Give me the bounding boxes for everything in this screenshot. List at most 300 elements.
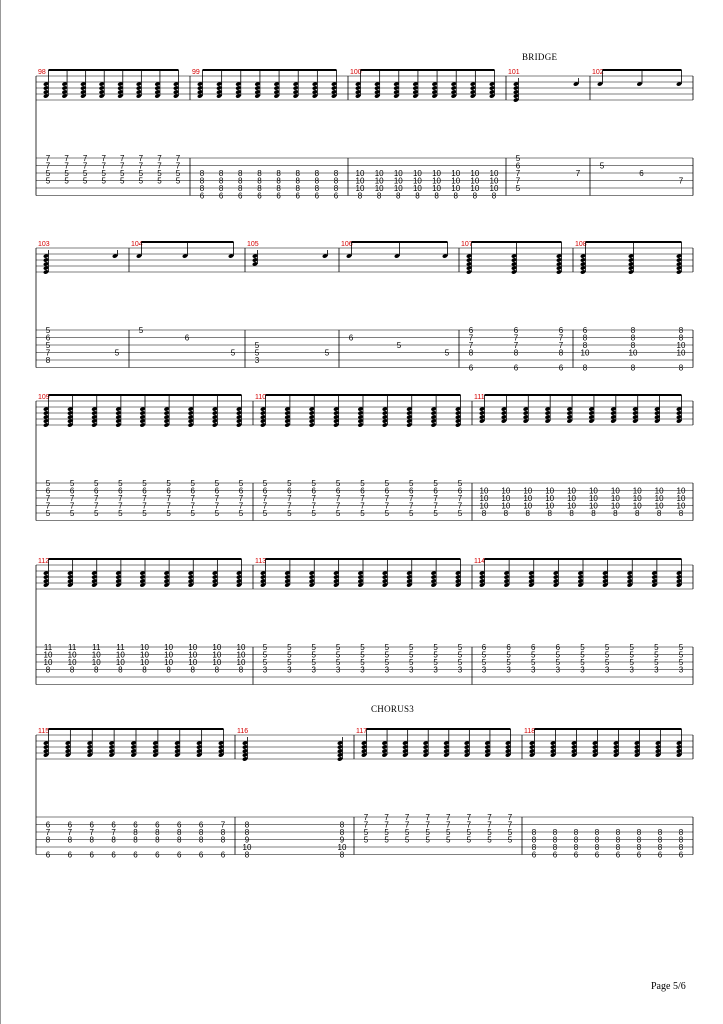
tab-fret-number: 7 xyxy=(558,333,564,343)
measure-number: 100 xyxy=(350,69,362,76)
tab-fret-number: 8 xyxy=(594,828,600,837)
tab-fret-number: 8 xyxy=(613,509,618,518)
tab-fret-number: 5 xyxy=(531,650,536,660)
tab-fret-number: 5 xyxy=(142,509,147,518)
tab-fret-number: 5 xyxy=(384,509,390,518)
tab-fret-number: 8 xyxy=(276,169,281,178)
tab-fret-number: 5 xyxy=(82,169,88,178)
tab-fret-number: 5 xyxy=(555,650,561,660)
tab-fret-number: 6 xyxy=(199,191,205,201)
tab-fret-number: 6 xyxy=(218,191,224,201)
tab-fret-number: 5 xyxy=(446,828,451,837)
tab-fret-number: 10 xyxy=(164,658,174,667)
tab-fret-number: 8 xyxy=(656,509,662,518)
tab-fret-number: 10 xyxy=(374,184,384,193)
tab-fret-number: 10 xyxy=(501,494,511,503)
tab-fret-number: 10 xyxy=(610,486,620,496)
tab-fret-number: 5 xyxy=(360,650,365,660)
tab-fret-number: 7 xyxy=(64,154,69,163)
tab-fret-number: 10 xyxy=(393,184,403,193)
tab-fret-number: 7 xyxy=(384,494,390,503)
tab-fret-number: 10 xyxy=(676,486,686,496)
tab-fret-number: 10 xyxy=(91,658,101,667)
measure-number: 111 xyxy=(474,394,485,401)
tab-fret-number: 3 xyxy=(409,665,414,675)
tab-fret-number: 8 xyxy=(295,169,300,178)
tab-fret-number: 8 xyxy=(295,176,300,186)
tab-fret-number: 7 xyxy=(157,161,162,171)
tab-fret-number: 8 xyxy=(573,828,579,837)
tab-fret-number: 8 xyxy=(198,828,204,837)
tab-fret-number: 3 xyxy=(384,665,390,675)
tab-fret-number: 8 xyxy=(630,363,636,373)
tab-fret-number: 10 xyxy=(632,494,642,503)
tab-fret-number: 8 xyxy=(615,835,621,845)
tab-fret-number: 5 xyxy=(654,650,659,660)
tab-fret-number: 6 xyxy=(311,486,316,496)
tab-fret-number: 8 xyxy=(257,176,262,186)
tab-fret-number: 8 xyxy=(591,509,596,518)
tab-fret-number: 7 xyxy=(142,501,147,511)
tab-fret-number: 5 xyxy=(335,509,341,518)
tab-fret-number: 8 xyxy=(69,665,75,675)
tab-fret-number: 7 xyxy=(190,494,195,503)
section-label-bridge: BRIDGE xyxy=(522,52,558,62)
tab-fret-number: 5 xyxy=(94,509,99,518)
tab-fret-number: 8 xyxy=(582,341,588,350)
tab-fret-number: 8 xyxy=(276,184,281,193)
measure-number: 118 xyxy=(524,728,536,735)
tab-fret-number: 6 xyxy=(678,850,684,860)
tab-fret-number: 10 xyxy=(236,650,246,660)
tab-fret-number: 7 xyxy=(138,154,144,163)
tab-fret-number: 8 xyxy=(177,835,182,845)
tab-fret-number: 10 xyxy=(523,486,533,496)
tab-fret-number: 5 xyxy=(466,835,472,845)
tab-fret-number: 8 xyxy=(468,348,474,358)
tab-fret-number: 6 xyxy=(531,850,537,860)
tab-fret-number: 8 xyxy=(238,184,243,193)
tab-fret-number: 10 xyxy=(489,176,499,186)
tab-fret-number: 10 xyxy=(588,486,598,496)
tab-fret-number: 5 xyxy=(360,479,365,488)
tab-fret-number: 10 xyxy=(654,501,664,511)
tab-fret-number: 5 xyxy=(120,176,125,186)
tab-fret-number: 7 xyxy=(82,154,88,163)
page-number: Page 5/6 xyxy=(651,981,686,992)
tab-fret-number: 7 xyxy=(468,341,474,350)
tab-fret-number: 5 xyxy=(64,176,69,186)
tab-fret-number: 10 xyxy=(374,169,384,178)
tab-fret-number: 10 xyxy=(432,169,442,178)
measure-number: 98 xyxy=(38,69,46,76)
tab-fret-number: 10 xyxy=(479,486,489,496)
tab-fret-number: 3 xyxy=(433,665,438,675)
tab-fret-number: 8 xyxy=(594,835,600,845)
tab-fret-number: 5 xyxy=(384,828,389,837)
tab-fret-number: 10 xyxy=(470,184,480,193)
tab-fret-number: 10 xyxy=(610,501,620,511)
tab-fret-number: 7 xyxy=(214,501,220,511)
tab-fret-number: 5 xyxy=(101,176,106,186)
tab-fret-number: 5 xyxy=(409,650,414,660)
measure-number: 115 xyxy=(38,728,50,735)
tab-fret-number: 8 xyxy=(314,184,320,193)
tab-fret-number: 7 xyxy=(409,501,414,511)
tab-fret-number: 8 xyxy=(244,820,250,830)
tab-fret-number: 10 xyxy=(242,843,252,852)
tab-fret-number: 10 xyxy=(489,184,499,193)
tab-fret-number: 7 xyxy=(446,820,451,830)
tab-fret-number: 10 xyxy=(628,348,638,358)
tab-fret-number: 7 xyxy=(157,154,162,163)
tab-fret-number: 8 xyxy=(333,176,339,186)
tab-fret-number: 8 xyxy=(314,176,320,186)
tab-fret-number: 8 xyxy=(573,835,579,845)
tab-fret-number: 10 xyxy=(632,501,642,511)
tab-fret-number: 5 xyxy=(138,326,144,335)
tab-fret-number: 8 xyxy=(333,184,339,193)
tab-fret-number: 7 xyxy=(287,501,292,511)
tab-fret-number: 10 xyxy=(67,658,77,667)
tab-fret-number: 5 xyxy=(507,835,513,845)
tab-fret-number: 6 xyxy=(177,820,182,830)
tab-fret-number: 7 xyxy=(238,501,244,511)
tab-fret-number: 5 xyxy=(384,658,390,667)
tab-fret-number: 8 xyxy=(155,828,160,837)
tab-fret-number: 8 xyxy=(558,348,564,358)
tab-fret-number: 5 xyxy=(311,509,316,518)
tab-fret-number: 10 xyxy=(470,169,480,178)
tab-fret-number: 7 xyxy=(433,501,438,511)
tab-fret-number: 8 xyxy=(198,835,204,845)
tab-fret-number: 7 xyxy=(360,494,365,503)
tab-fret-number: 10 xyxy=(188,643,198,652)
tab-fret-number: 7 xyxy=(175,154,181,163)
tab-fret-number: 6 xyxy=(155,850,160,860)
tab-fret-number: 8 xyxy=(678,509,684,518)
tab-fret-number: 8 xyxy=(166,665,171,675)
tab-fret-number: 5 xyxy=(254,341,260,350)
tab-fret-number: 7 xyxy=(425,813,430,822)
tab-fret-number: 10 xyxy=(632,486,642,496)
tab-fret-number: 7 xyxy=(487,813,492,822)
tab-fret-number: 8 xyxy=(295,184,300,193)
tab-fret-number: 5 xyxy=(580,643,585,652)
tab-fret-number: 5 xyxy=(404,828,410,837)
tab-fret-number: 10 xyxy=(43,658,53,667)
tab-fret-number: 8 xyxy=(472,191,478,201)
tab-fret-number: 10 xyxy=(412,169,422,178)
tab-fret-number: 6 xyxy=(45,820,51,830)
tab-fret-number: 8 xyxy=(218,169,224,178)
tab-fret-number: 5 xyxy=(363,828,369,837)
tab-fret-number: 6 xyxy=(384,486,390,496)
tab-fret-number: 5 xyxy=(45,169,51,178)
measure-number: 103 xyxy=(38,241,50,248)
tab-fret-number: 6 xyxy=(142,486,147,496)
tab-fret-number: 10 xyxy=(545,486,555,496)
tab-fret-number: 10 xyxy=(188,658,198,667)
tab-fret-number: 7 xyxy=(515,176,521,186)
tab-fret-number: 7 xyxy=(558,341,564,350)
tab-fret-number: 5 xyxy=(433,509,438,518)
tab-fret-number: 7 xyxy=(166,501,171,511)
tab-fret-number: 6 xyxy=(409,486,414,496)
tab-fret-number: 10 xyxy=(567,486,577,496)
tab-fret-number: 7 xyxy=(360,501,365,511)
tab-fret-number: 5 xyxy=(599,161,605,171)
tab-fret-number: 5 xyxy=(531,658,536,667)
tab-fret-number: 5 xyxy=(120,169,125,178)
tab-fret-number: 6 xyxy=(552,850,558,860)
tab-fret-number: 7 xyxy=(363,820,369,830)
tab-fret-number: 10 xyxy=(393,176,403,186)
tab-fret-number: 9 xyxy=(244,835,250,845)
tab-fret-number: 6 xyxy=(636,850,642,860)
tab-fret-number: 8 xyxy=(339,828,345,837)
tab-fret-number: 5 xyxy=(335,650,341,660)
tab-fret-number: 3 xyxy=(580,665,585,675)
tab-fret-number: 5 xyxy=(507,828,513,837)
tab-fret-number: 6 xyxy=(333,191,339,201)
tab-fret-number: 8 xyxy=(190,665,195,675)
tab-fret-number: 6 xyxy=(276,191,281,201)
measure-number: 101 xyxy=(508,69,520,76)
tab-fret-number: 7 xyxy=(311,501,316,511)
tab-fret-number: 8 xyxy=(630,326,636,335)
tab-fret-number: 8 xyxy=(513,348,519,358)
tab-fret-number: 8 xyxy=(552,835,558,845)
tab-fret-number: 7 xyxy=(513,333,519,343)
tab-fret-number: 6 xyxy=(45,333,51,343)
tab-fret-number: 6 xyxy=(433,486,438,496)
tab-fret-number: 10 xyxy=(140,658,149,667)
tab-fret-number: 5 xyxy=(262,650,268,660)
tab-fret-number: 5 xyxy=(555,658,561,667)
tab-fret-number: 6 xyxy=(198,820,204,830)
tab-fret-number: 5 xyxy=(230,348,236,358)
tab-fret-number: 5 xyxy=(604,658,610,667)
tab-fret-number: 5 xyxy=(425,828,430,837)
tab-fret-number: 7 xyxy=(45,348,51,358)
tab-fret-number: 5 xyxy=(580,650,585,660)
tab-fret-number: 5 xyxy=(238,479,244,488)
tab-fret-number: 7 xyxy=(45,501,51,511)
system-3 xyxy=(0,394,723,531)
tab-fret-number: 7 xyxy=(513,341,519,350)
tab-fret-number: 6 xyxy=(515,161,521,171)
tab-fret-number: 5 xyxy=(287,650,292,660)
tab-fret-number: 8 xyxy=(238,169,243,178)
tab-fret-number: 8 xyxy=(94,665,99,675)
tab-fret-number: 3 xyxy=(555,665,561,675)
tab-fret-number: 6 xyxy=(190,486,195,496)
tab-fret-number: 5 xyxy=(166,509,171,518)
tab-fret-number: 8 xyxy=(678,835,684,845)
tab-fret-number: 6 xyxy=(133,850,138,860)
tab-fret-number: 10 xyxy=(523,501,533,511)
tab-fret-number: 10 xyxy=(355,184,365,193)
tab-fret-number: 6 xyxy=(481,643,487,652)
tab-fret-number: 8 xyxy=(199,184,205,193)
tab-fret-number: 5 xyxy=(64,169,69,178)
tab-fret-number: 3 xyxy=(678,665,684,675)
tab-fret-number: 8 xyxy=(594,843,600,852)
tab-fret-number: 8 xyxy=(678,333,684,343)
tab-fret-number: 5 xyxy=(678,658,684,667)
tab-fret-number: 5 xyxy=(629,643,634,652)
tab-fret-number: 5 xyxy=(287,643,292,652)
tab-fret-number: 8 xyxy=(630,333,636,343)
tab-fret-number: 5 xyxy=(384,650,390,660)
tab-fret-number: 8 xyxy=(525,509,531,518)
tab-fret-number: 10 xyxy=(91,650,101,660)
tab-fret-number: 7 xyxy=(166,494,171,503)
tab-fret-number: 5 xyxy=(157,176,162,186)
tab-fret-number: 5 xyxy=(515,154,521,163)
measure-number: 107 xyxy=(461,241,473,248)
tab-fret-number: 6 xyxy=(287,486,292,496)
tab-fret-number: 7 xyxy=(101,161,106,171)
tab-fret-number: 5 xyxy=(433,650,438,660)
tab-fret-number: 10 xyxy=(337,843,347,852)
tab-fret-number: 6 xyxy=(639,169,644,178)
measure-number: 113 xyxy=(255,558,267,565)
tab-fret-number: 5 xyxy=(311,479,316,488)
tab-fret-number: 5 xyxy=(457,643,463,652)
tab-fret-number: 5 xyxy=(506,650,511,660)
measure-number: 114 xyxy=(474,558,486,565)
tab-fret-number: 7 xyxy=(446,813,451,822)
tab-fret-number: 7 xyxy=(94,494,99,503)
tab-fret-number: 3 xyxy=(629,665,634,675)
tab-fret-number: 5 xyxy=(69,509,75,518)
tab-fret-number: 5 xyxy=(287,479,292,488)
tab-fret-number: 8 xyxy=(133,835,138,845)
tab-fret-number: 10 xyxy=(479,501,489,511)
tab-fret-number: 5 xyxy=(446,835,451,845)
tab-fret-number: 5 xyxy=(324,348,330,358)
tab-fret-number: 8 xyxy=(214,665,220,675)
tab-fret-number: 7 xyxy=(45,828,51,837)
tab-fret-number: 7 xyxy=(409,494,414,503)
tab-fret-number: 5 xyxy=(360,509,365,518)
tab-fret-number: 7 xyxy=(190,501,195,511)
tab-fret-number: 10 xyxy=(432,176,442,186)
tab-fret-number: 8 xyxy=(678,843,684,852)
tab-fret-number: 5 xyxy=(190,509,195,518)
tab-fret-number: 3 xyxy=(262,665,268,675)
tab-fret-number: 7 xyxy=(45,161,51,171)
tab-fret-number: 7 xyxy=(94,501,99,511)
tab-fret-number: 8 xyxy=(118,665,123,675)
tab-fret-number: 7 xyxy=(335,494,341,503)
measure-number: 102 xyxy=(592,69,604,76)
tab-fret-number: 6 xyxy=(184,333,190,343)
tab-fret-number: 5 xyxy=(433,658,438,667)
tab-fret-number: 5 xyxy=(409,643,414,652)
tab-fret-number: 7 xyxy=(111,828,116,837)
tab-fret-number: 8 xyxy=(111,835,116,845)
tab-fret-number: 8 xyxy=(531,828,537,837)
tab-fret-number: 10 xyxy=(374,176,384,186)
tab-fret-number: 8 xyxy=(636,828,642,837)
tab-fret-number: 10 xyxy=(479,494,489,503)
tab-fret-number: 10 xyxy=(523,494,533,503)
tab-fret-number: 10 xyxy=(393,169,403,178)
tab-fret-number: 7 xyxy=(457,494,463,503)
tab-fret-number: 7 xyxy=(466,813,472,822)
tab-fret-number: 10 xyxy=(140,650,149,660)
tab-fret-number: 8 xyxy=(573,843,579,852)
tab-fret-number: 8 xyxy=(45,356,51,365)
tab-fret-number: 5 xyxy=(138,169,144,178)
tab-fret-number: 5 xyxy=(404,835,410,845)
tab-fret-number: 10 xyxy=(67,650,77,660)
tab-fret-number: 8 xyxy=(434,191,439,201)
measure-number: 104 xyxy=(131,241,143,248)
measure-number: 112 xyxy=(38,558,50,565)
tab-fret-number: 10 xyxy=(676,501,686,511)
tab-fret-number: 8 xyxy=(569,509,574,518)
tab-fret-number: 5 xyxy=(175,169,181,178)
tab-fret-number: 5 xyxy=(138,176,144,186)
measure-number: 105 xyxy=(247,241,259,248)
tab-fret-number: 5 xyxy=(157,169,162,178)
tab-fret-number: 10 xyxy=(451,176,461,186)
tab-fret-number: 6 xyxy=(238,191,243,201)
tab-fret-number: 5 xyxy=(515,184,521,193)
tab-fret-number: 5 xyxy=(335,643,341,652)
tab-fret-number: 7 xyxy=(335,501,341,511)
tab-fret-number: 10 xyxy=(212,643,222,652)
tab-fret-number: 5 xyxy=(335,479,341,488)
tab-fret-number: 10 xyxy=(580,348,590,358)
tab-fret-number: 10 xyxy=(43,650,53,660)
tab-fret-number: 7 xyxy=(101,154,106,163)
tab-fret-number: 7 xyxy=(404,813,410,822)
measure-number: 117 xyxy=(356,728,368,735)
tab-fret-number: 8 xyxy=(582,363,588,373)
tab-fret-number: 10 xyxy=(140,643,149,652)
tab-fret-number: 6 xyxy=(582,326,588,335)
tab-fret-number: 7 xyxy=(64,161,69,171)
tab-fret-number: 6 xyxy=(69,486,75,496)
tab-fret-number: 7 xyxy=(487,820,492,830)
tab-fret-number: 8 xyxy=(276,176,281,186)
tab-fret-number: 8 xyxy=(244,850,250,860)
tab-fret-number: 5 xyxy=(94,479,99,488)
measure-number: 116 xyxy=(237,728,249,735)
tab-fret-number: 6 xyxy=(295,191,300,201)
tab-fret-number: 8 xyxy=(552,828,558,837)
tab-fret-number: 10 xyxy=(164,650,174,660)
tab-fret-number: 7 xyxy=(45,154,51,163)
tab-fret-number: 8 xyxy=(582,333,588,343)
tab-fret-number: 11 xyxy=(116,643,125,652)
tab-fret-number: 10 xyxy=(676,494,686,503)
tab-fret-number: 10 xyxy=(588,494,598,503)
tab-fret-number: 7 xyxy=(69,494,75,503)
tab-fret-number: 8 xyxy=(314,169,320,178)
tab-fret-number: 8 xyxy=(89,835,94,845)
tab-fret-number: 5 xyxy=(311,658,316,667)
tab-fret-number: 6 xyxy=(257,191,262,201)
tab-fret-number: 3 xyxy=(360,665,365,675)
tab-fret-number: 5 xyxy=(487,828,492,837)
tab-fret-number: 8 xyxy=(238,665,244,675)
